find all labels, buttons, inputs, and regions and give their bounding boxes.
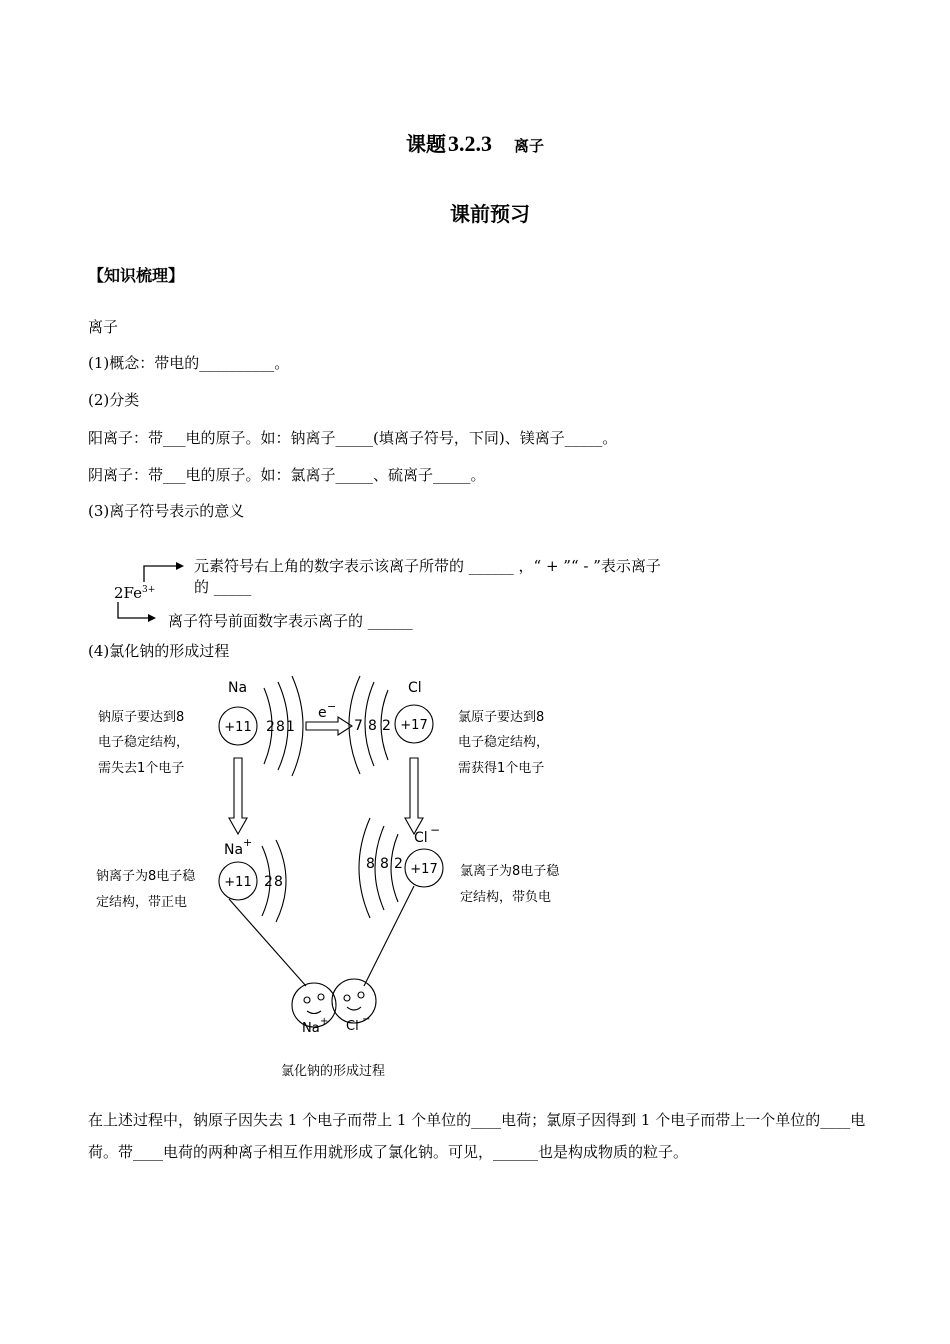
formation-heading: (4)氯化钠的形成过程 xyxy=(88,642,230,660)
figure-caption: 氯化钠的形成过程 xyxy=(281,1064,386,1079)
cl-ion-note-line1: 氯离子为8电子稳 xyxy=(460,864,560,879)
anion-line: 阴离子：带___电的原子。如：氯离子_____、硫离子_____。 xyxy=(88,466,486,484)
cl-ion-nucleus-charge: +17 xyxy=(410,862,438,877)
ion-charge: 3+ xyxy=(142,585,156,595)
na-nucleus-charge: +11 xyxy=(224,720,252,735)
na-down-arrow xyxy=(229,758,247,834)
na-ion-nucleus-charge: +11 xyxy=(224,875,252,890)
electron-sign: − xyxy=(327,700,337,713)
meaning-line: (3)离子符号表示的意义 xyxy=(88,502,245,520)
cl-shell-2: 8 xyxy=(368,718,377,734)
na-ion-label: Na xyxy=(224,842,244,858)
electron-label: e xyxy=(318,705,327,721)
cl-shell-1: 7 xyxy=(354,718,363,734)
cl-atom-label: Cl xyxy=(408,680,422,696)
cl-face-sign: − xyxy=(362,1014,371,1025)
concept-line: (1)概念：带电的__________。 xyxy=(88,354,290,372)
cl-shell-3: 2 xyxy=(382,718,391,734)
na-note-line3: 需失去1个电子 xyxy=(98,761,185,776)
knowledge-heading: 【知识梳理】 xyxy=(88,266,185,285)
na-face-label: Na xyxy=(302,1021,320,1036)
cl-nucleus-charge: +17 xyxy=(400,718,428,733)
document-title xyxy=(0,128,950,157)
nacl-formation-figure xyxy=(88,668,588,1088)
ion-symbol-text: 2Fe xyxy=(114,584,143,602)
na-note-line1: 钠原子要达到8 xyxy=(98,710,185,725)
na-atom-label: Na xyxy=(228,680,248,696)
upper-meaning-line2: 的 _____ xyxy=(194,578,252,596)
title-prefix: 课题 xyxy=(405,132,446,156)
classification-line: (2)分类 xyxy=(88,391,140,409)
title-number: 3.2.3 xyxy=(447,131,492,156)
upper-meaning-line1: 元素符号右上角的数字表示该离子所带的 ______ ，“ + ”“ - ”表示离子 xyxy=(194,557,661,575)
lower-meaning-line: 离子符号前面数字表示离子的 ______ xyxy=(168,612,413,630)
na-ion-sign: + xyxy=(243,836,253,849)
na-ion-note-line2: 定结构，带正电 xyxy=(96,895,188,910)
cl-face-label: Cl xyxy=(346,1019,359,1034)
cl-ion-label: Cl xyxy=(414,830,428,846)
cl-note-line2: 电子稳定结构， xyxy=(458,735,550,750)
section-title: 课前预习 xyxy=(450,202,530,226)
na-shell-1: 2 xyxy=(266,719,275,735)
na-ion-note-line1: 钠离子为8电子稳 xyxy=(96,869,196,884)
na-shell-2: 8 xyxy=(276,719,285,735)
na-face-sign: + xyxy=(320,1016,329,1027)
na-ion-shell-1: 2 xyxy=(264,874,273,890)
ion-term: 离子 xyxy=(88,318,119,336)
cation-line: 阳离子：带___电的原子。如：钠离子_____(填离子符号，下同)、镁离子_____。 xyxy=(88,429,618,447)
cl-down-arrow xyxy=(405,758,423,834)
cl-note-line3: 需获得1个电子 xyxy=(458,761,545,776)
cl-ion-note-line2: 定结构，带负电 xyxy=(460,890,552,905)
na-shell-3: 1 xyxy=(286,719,295,735)
na-note-line2: 电子稳定结构， xyxy=(98,735,190,750)
electron-transfer-arrow xyxy=(306,717,352,735)
cl-ion-sign: − xyxy=(430,823,441,837)
na-ion-shell-2: 8 xyxy=(274,874,283,890)
cl-ion-shell-1: 8 xyxy=(366,856,375,872)
title-topic: 离子 xyxy=(513,137,544,155)
cl-ion-shell-2: 8 xyxy=(380,856,389,872)
summary-paragraph: 在上述过程中，钠原子因失去 1 个电子而带上 1 个单位的____电荷；氯原子因得到 1 个电子而带上一个单位的____电荷。带____电荷的两种离子相互作用就形成了氯化钠。可见，______也是构成物质的粒子。 xyxy=(88,1111,866,1161)
cl-ion-shell-3: 2 xyxy=(394,856,403,872)
cl-note-line1: 氯原子要达到8 xyxy=(458,710,545,725)
